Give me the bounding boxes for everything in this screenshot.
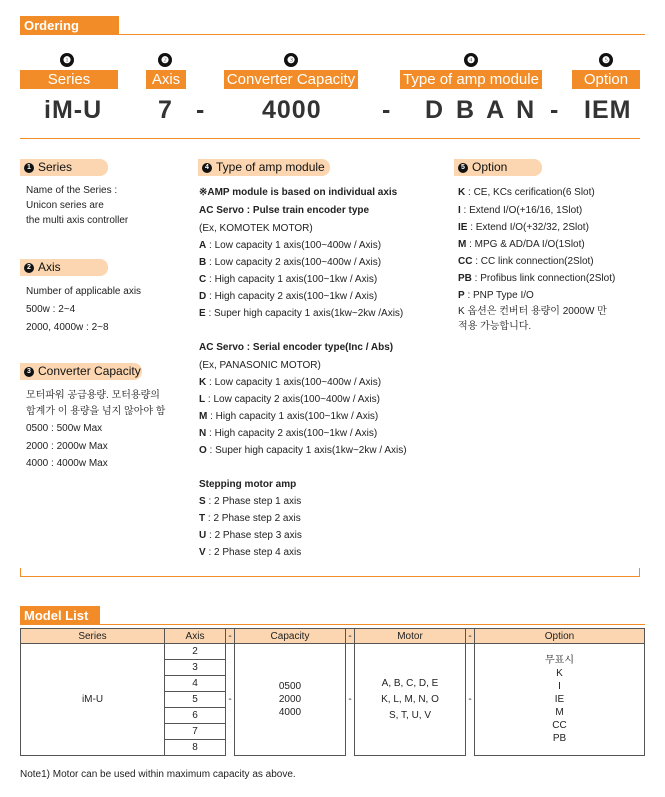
capacity-line-5: 4000 : 4000w Max (26, 458, 108, 469)
cell-axis-2: 2 (165, 644, 226, 660)
cell-dash-1: - (228, 694, 232, 706)
amp-item-t: T : 2 Phase step 2 axis (199, 513, 301, 524)
th-series: Series (21, 629, 165, 644)
th-capacity: Capacity (235, 629, 346, 644)
capacity-0500: 0500 (278, 681, 302, 692)
table-header-row (21, 629, 645, 644)
cell-option (475, 644, 645, 756)
label-converter-capacity: Converter Capacity (224, 70, 358, 89)
cell-motor (355, 644, 466, 756)
cell-axis-3: 3 (165, 660, 226, 676)
model-list-title: Model List (20, 606, 100, 625)
amp-item-e: E : Super high capacity 1 axis(1kw~2kw /Axis) (199, 308, 404, 319)
footnote: Note1) Motor can be used within maximum capacity as above. (20, 769, 296, 780)
label-series: Series (20, 70, 118, 89)
motor-step: S, T, U, V (388, 709, 432, 721)
option-k: K (556, 668, 563, 679)
label-axis: Axis (146, 70, 186, 89)
option-item-ie: IE : Extend I/O(+32/32, 2Slot) (458, 222, 589, 233)
amp-item-v: V : 2 Phase step 4 axis (199, 547, 302, 558)
code-capacity: 4000 (262, 96, 322, 124)
option-item-m: M : MPG & AD/DA I/O(1Slot) (458, 239, 585, 250)
label-option: Option (572, 70, 640, 89)
cell-axis-4: 4 (165, 676, 226, 692)
amp-ac1-title: AC Servo : Pulse train encoder type (199, 205, 370, 216)
bracket-left (20, 568, 21, 577)
amp-item-c: C : High capacity 1 axis(100~1kw / Axis) (199, 274, 378, 285)
series-line-3: the multi axis controller (26, 215, 129, 226)
code-dash-1: - (196, 96, 206, 124)
option-heading: 5 Option (454, 159, 542, 176)
bottom-divider (20, 576, 640, 577)
capacity-4000: 4000 (278, 707, 302, 718)
number-3-badge: ❸ (284, 53, 298, 67)
number-2-badge: ❷ (158, 53, 172, 67)
table-row (21, 644, 645, 660)
amp-item-b: B : Low capacity 2 axis(100~400w / Axis) (199, 257, 382, 268)
amp-heading: 4 Type of amp module (198, 159, 330, 176)
axis-line-2: 500w : 2~4 (26, 304, 76, 315)
option-none: 무표시 (545, 655, 574, 666)
amp-ac2-title: AC Servo : Serial encoder type(Inc / Abs) (199, 342, 394, 353)
code-amp: D B A N (425, 96, 538, 124)
series-heading: 1 Series (20, 159, 108, 176)
amp-item-l: L : Low capacity 2 axis(100~400w / Axis) (199, 394, 380, 405)
code-dash-3: - (550, 96, 560, 124)
option-item-k: K : CE, KCs cerification(6 Slot) (458, 187, 595, 198)
number-5-badge: ❺ (599, 53, 613, 67)
option-i: I (558, 681, 561, 692)
th-dash-3: - (466, 629, 475, 644)
th-dash-2: - (346, 629, 355, 644)
cell-axis-6: 6 (165, 708, 226, 724)
option-ie: IE (554, 694, 565, 705)
amp-item-a: A : Low capacity 1 axis(100~400w / Axis) (199, 240, 382, 251)
th-motor: Motor (355, 629, 466, 644)
option-korean-1: K 옵션은 컨버터 용량이 2000W 만 (458, 306, 607, 317)
option-item-p: P : PNP Type I/O (458, 290, 534, 301)
th-axis: Axis (165, 629, 226, 644)
capacity-2000: 2000 (278, 694, 302, 705)
amp-item-k: K : Low capacity 1 axis(100~400w / Axis) (199, 377, 382, 388)
amp-item-m: M : High capacity 1 axis(100~1kw / Axis) (199, 411, 379, 422)
code-series: iM-U (44, 96, 103, 124)
series-line-1: Name of the Series : (26, 185, 118, 196)
number-1-badge: ❶ (60, 53, 74, 67)
code-dash-2: - (382, 96, 392, 124)
amp-item-s: S : 2 Phase step 1 axis (199, 496, 302, 507)
capacity-line-3: 0500 : 500w Max (26, 423, 103, 434)
option-item-pb: PB : Profibus link connection(2Slot) (458, 273, 616, 284)
series-line-2: Unicon series are (26, 200, 104, 211)
option-item-cc: CC : CC link connection(2Slot) (458, 256, 594, 267)
axis-heading: 2 Axis (20, 259, 108, 276)
cell-axis-7: 7 (165, 724, 226, 740)
amp-ac2-sub: (Ex, PANASONIC MOTOR) (199, 360, 321, 371)
model-list-underline (20, 624, 645, 625)
cell-axis-5: 5 (165, 692, 226, 708)
option-m: M (555, 707, 564, 718)
amp-ac1-sub: (Ex, KOMOTEK MOTOR) (199, 223, 313, 234)
number-4-badge: ❹ (464, 53, 478, 67)
th-option: Option (475, 629, 645, 644)
cell-series: iM-U (21, 644, 165, 756)
cell-capacity (235, 644, 346, 756)
label-type-of-amp-module: Type of amp module (400, 70, 542, 89)
axis-line-1: Number of applicable axis (26, 286, 142, 297)
amp-note: ※AMP module is based on individual axis (199, 187, 398, 198)
option-pb: PB (552, 733, 567, 744)
code-axis: 7 (158, 96, 173, 124)
cell-dash-3: - (468, 694, 472, 706)
capacity-heading: 3 Converter Capacity (20, 363, 142, 380)
capacity-line-2: 합계가 이 용량을 넘지 않아야 함 (26, 406, 166, 417)
bracket-right (639, 568, 640, 577)
option-item-i: I : Extend I/O(+16/16, 1Slot) (458, 205, 583, 216)
code-option: IEM (584, 96, 632, 124)
ordering-model-title: Ordering Model (20, 16, 119, 35)
top-divider (20, 138, 640, 139)
motor-ac2: K, L, M, N, O (381, 693, 439, 705)
model-list-table (20, 628, 645, 756)
amp-item-u: U : 2 Phase step 3 axis (199, 530, 302, 541)
capacity-line-1: 모터파워 공급용량. 모터용량의 (26, 390, 160, 401)
option-cc: CC (552, 720, 567, 731)
ordering-model-underline (20, 34, 645, 35)
amp-item-n: N : High capacity 2 axis(100~1kw / Axis) (199, 428, 378, 439)
axis-line-3: 2000, 4000w : 2~8 (26, 322, 109, 333)
amp-item-o: O : Super high capacity 1 axis(1kw~2kw / Axis) (199, 445, 407, 456)
cell-dash-2: - (348, 694, 352, 706)
cell-axis-8: 8 (165, 740, 226, 756)
amp-item-d: D : High capacity 2 axis(100~1kw / Axis) (199, 291, 378, 302)
amp-step-title: Stepping motor amp (199, 479, 297, 490)
motor-ac1: A, B, C, D, E (381, 677, 439, 689)
th-dash-1: - (226, 629, 235, 644)
capacity-line-4: 2000 : 2000w Max (26, 441, 108, 452)
option-korean-2: 적용 가능합니다. (458, 321, 532, 332)
